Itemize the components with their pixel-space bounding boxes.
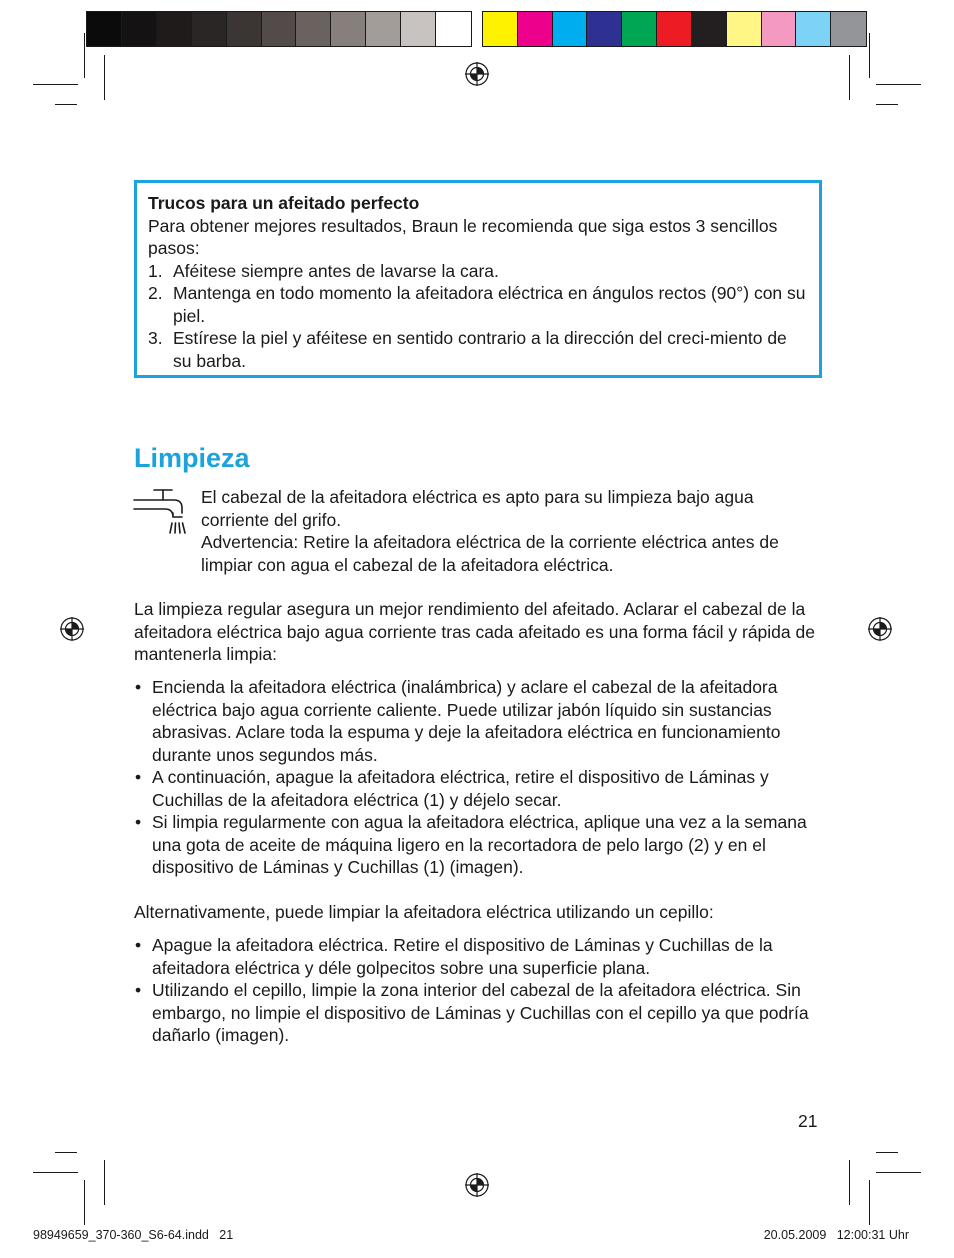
list-item: [134, 766, 824, 811]
cleaning-paragraph: La limpieza regular asegura un mejor rendimiento del afeitado. Aclarar el cabezal de la afeitadora eléctrica bajo agua corriente tras cada afeitado es una forma fácil y rápida de mantenerla limpia:: [134, 599, 815, 664]
registration-mark-icon: [465, 1173, 489, 1197]
color-swatch: [553, 12, 588, 46]
color-swatch: [657, 12, 692, 46]
color-swatch: [401, 12, 436, 46]
crop-mark: [104, 55, 105, 100]
tips-box: [134, 180, 822, 378]
color-swatch: [727, 12, 762, 46]
crop-mark: [55, 104, 77, 105]
crop-mark: [849, 55, 850, 100]
tips-step: [148, 260, 808, 283]
cleaning-brush-list: [134, 934, 824, 1047]
step-number: 2.: [148, 283, 163, 303]
process-color-bar: [482, 11, 867, 47]
crop-mark: [869, 1180, 870, 1225]
crop-mark: [84, 1180, 85, 1225]
registration-mark-icon: [465, 62, 489, 86]
step-text: Estírese la piel y aféitese en sentido contrario a la dirección del creci-miento de su barba.: [173, 328, 787, 371]
bullet-icon: •: [135, 980, 142, 1000]
crop-mark: [869, 33, 870, 78]
page-number: 21: [798, 1111, 818, 1131]
color-swatch: [622, 12, 657, 46]
color-swatch: [192, 12, 227, 46]
cleaning-water-list: [134, 676, 824, 879]
color-swatch: [483, 12, 518, 46]
footer-timestamp: 20.05.2009 12:00:31 Uhr: [763, 1228, 909, 1242]
color-swatch: [762, 12, 797, 46]
color-swatch: [157, 12, 192, 46]
intro-text: El cabezal de la afeitadora eléctrica es apto para su limpieza bajo agua corriente del grifo.: [201, 487, 754, 530]
brush-paragraph: Alternativamente, puede limpiar la afeitadora eléctrica utilizando un cepillo:: [134, 902, 714, 922]
faucet-icon: [132, 487, 190, 539]
bullet-icon: •: [135, 677, 142, 697]
footer-file-info: 98949659_370-360_S6-64.indd 21: [33, 1228, 234, 1242]
color-swatch: [296, 12, 331, 46]
crop-mark: [104, 1160, 105, 1205]
list-item: [134, 676, 824, 766]
step-text: Mantenga en todo momento la afeitadora eléctrica en ángulos rectos (90°) con su piel.: [173, 283, 806, 326]
color-swatch: [692, 12, 727, 46]
list-item-text: Apague la afeitadora eléctrica. Retire el dispositivo de Láminas y Cuchillas de la afeitadora eléctrica y déle golpecitos sobre una superficie plana.: [152, 935, 773, 978]
tips-title: Trucos para un afeitado perfecto: [148, 193, 420, 213]
registration-mark-icon: [868, 617, 892, 641]
registration-mark-icon: [60, 617, 84, 641]
step-number: 3.: [148, 328, 163, 348]
step-number: 1.: [148, 260, 163, 281]
color-swatch: [262, 12, 297, 46]
crop-mark: [876, 104, 898, 105]
crop-mark: [876, 1152, 898, 1153]
color-swatch: [436, 12, 471, 46]
crop-mark: [876, 1172, 921, 1173]
color-swatch: [366, 12, 401, 46]
bullet-icon: •: [135, 767, 142, 787]
crop-mark: [33, 1172, 78, 1173]
color-swatch: [587, 12, 622, 46]
tips-step: [148, 282, 808, 327]
color-swatch: [831, 12, 866, 46]
color-swatch: [331, 12, 366, 46]
list-item-text: Encienda la afeitadora eléctrica (inalámbrica) y aclare el cabezal de la afeitadora eléctrica bajo agua corriente caliente. Puede utilizar jabón líquido sin sustancias abrasivas. Aclare toda la espuma y deje la afeitadora eléctrica en funcionamiento durante unos segundos más.: [152, 677, 781, 765]
color-swatch: [796, 12, 831, 46]
crop-mark: [84, 33, 85, 78]
crop-mark: [876, 84, 921, 85]
bullet-icon: •: [135, 812, 142, 832]
list-item-text: Utilizando el cepillo, limpie la zona interior del cabezal de la afeitadora eléctrica. Sin embargo, no limpie el dispositivo de Láminas y Cuchillas con el cepillo ya que podría dañarlo (imagen).: [152, 980, 809, 1045]
list-item-text: Si limpia regularmente con agua la afeitadora eléctrica, aplique una vez a la semana una gota de aceite de máquina ligero en la recortadora de pelo largo (2) y en el dispositivo de Láminas y Cuchillas (1) (imagen).: [152, 812, 807, 877]
color-swatch: [227, 12, 262, 46]
crop-mark: [55, 1152, 77, 1153]
color-swatch: [518, 12, 553, 46]
list-item: [134, 934, 824, 979]
warning-text: Advertencia: Retire la afeitadora eléctrica de la corriente eléctrica antes de limpiar con agua el cabezal de la afeitadora eléctrica.: [201, 532, 779, 575]
list-item-text: A continuación, apague la afeitadora eléctrica, retire el dispositivo de Láminas y Cuchillas de la afeitadora eléctrica (1) y déjelo secar.: [152, 767, 769, 810]
crop-mark: [849, 1160, 850, 1205]
tips-step: [148, 327, 808, 372]
color-swatch: [87, 12, 122, 46]
crop-mark: [33, 84, 78, 85]
list-item: [134, 979, 824, 1047]
tips-intro: Para obtener mejores resultados, Braun le recomienda que siga estos 3 sencillos pasos:: [148, 215, 778, 258]
section-title: Limpieza: [134, 443, 250, 473]
tips-steps-list: [148, 260, 808, 373]
bullet-icon: •: [135, 935, 142, 955]
grayscale-color-bar: [86, 11, 472, 47]
color-swatch: [122, 12, 157, 46]
faucet-instructions: [201, 486, 821, 576]
list-item: [134, 811, 824, 879]
step-text: Aféitese siempre antes de lavarse la cara.: [173, 260, 499, 281]
